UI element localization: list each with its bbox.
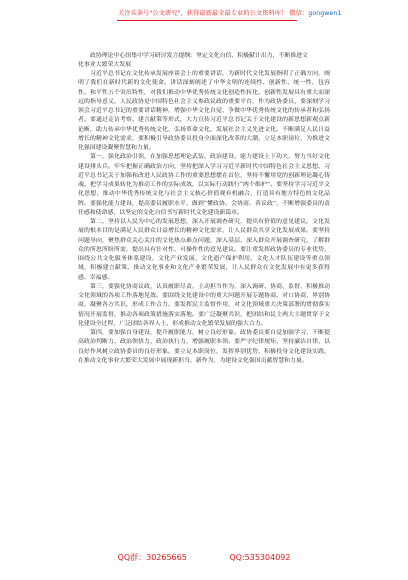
body-paragraph: 第一，强化政治引领，在加强思想理论武装、政治建设、能力建设上下功夫，努力当好文化建设排头兵。牢牢把握正确政治方向，坚持把深入学习习近平新时代中国特色社会主义思想、习近平总书记关于加强和改进人民政协工作的重要思想摆在首位，坚持不懈用党的创新理论凝心铸魂，把学习成果转化为推动工作的实际成效，以实际行动践行“两个维护”。要坚持学习习近平文化思想，推动中华优秀传统文化与社会主义核心价值观有机融合，打造具有地方特色的文化品牌。要强化能力建设，提高委员履职水平，做到“懂政协、会协商、善议政”，不断增强委员的责任感和使命感，以坚定的文化自信书写新时代文化建设新篇章。	[78, 154, 330, 216]
banner-underline	[117, 20, 297, 21]
body-paragraph: 第三，要强化协商议政，认真履职尽责，主动担当作为，深入调研、协商、监督，积极推动文化领域的各项工作落地见效。要围绕文化建设中的重大问题开展专题协商、对口协商、界别协商，凝聚各方共识，形成工作合力。要发挥民主监督作用，对文化领域重大决策部署的贯彻落实情况开展监督，推动各项政策措施落实落地。要广泛凝聚共识，把团结和民主两大主题贯穿于文化建设全过程，广泛团结各界人士，形成推动文化繁荣发展的强大合力。	[78, 283, 330, 327]
body-paragraph: 习近平总书记在文化传承发展座谈会上的重要讲话，为新时代文化发展指明了正确方向，阐明了我们在新时代新的文化使命。讲话深刻阐述了中华文明的连续性、创新性、统一性、包容性、和平性五个突出特性，对我们推动中华优秀传统文化创造性转化、创新性发展具有重大而深远的指导意义。人民政协是中国特色社会主义参政议政的重要平台，作为政协委员，要深刻学习领会习近平总书记的重要讲话精神，增强中华文化自觉，争做中华优秀传统文化的传承者和弘扬者。要通过走访考察、建言献策等形式，大力宣传习近平总书记关于文化建设的新思想新观点新论断，助力传承中华优秀传统文化，弘扬革命文化，发展社会主义先进文化，不断满足人民日益增长的精神文化需求，要积极引导政协委员投身全面深化改革的大潮，立足本职岗位，为推进文化强国建设凝聚智慧和力量。	[78, 71, 330, 151]
banner-text: 关注头条号"公文研究"，获得最新最全最专业的公文资料库！ 微信：	[118, 10, 309, 17]
footer-qq: QQ:535304092	[229, 553, 291, 562]
document-title-line-2: 化事业大繁荣大发展	[78, 62, 132, 68]
footer-qq-group: QQ群：30265665	[117, 553, 187, 562]
footer-contact	[0, 552, 408, 563]
header-banner	[118, 10, 342, 18]
document-body	[78, 52, 330, 366]
banner-wechat-id: gongwen1	[308, 10, 342, 17]
paragraph-list	[78, 70, 330, 366]
body-paragraph: 第二，坚持以人民为中心的发展思想，深入开展调查研究，提出有价值的意见建议。文化发展的根本目的是满足人民群众日益增长的精神文化需求，让人民群众共享文化发展成果。要坚持问题导向，聚焦群众关心关注的文化热点难点问题，深入基层、深入群众开展调查研究，了解群众的所思所盼所需，提出具有针对性、可操作性的意见建议。要注重发挥政协委员的专业优势，围绕公共文化服务体系建设、文化产业发展、文化遗产保护利用、文化人才队伍建设等重点领域，积极建言献策，推动文化事业和文化产业繁荣发展，让人民群众在文化发展中有更多获得感、幸福感。	[78, 219, 330, 281]
body-paragraph: 第四，要加强自身建设，提升履职能力，树立良好形象。政协委员要自觉加强学习，不断提高政治判断力、政治领悟力、政治执行力，增强履职本领。要严守纪律规矩，坚持廉洁自律，以良好作风树立政协委员的良好形象。要立足本职岗位，发挥界别优势，积极投身文化建设实践，在推动文化事业大繁荣大发展中展现新担当、新作为，为建设文化强国贡献智慧和力量。	[78, 330, 330, 364]
document-title-line-1: 政协理论中心组集中学习研讨发言提纲：坚定文化自信，积极献计出力，不断推进文	[90, 53, 308, 59]
